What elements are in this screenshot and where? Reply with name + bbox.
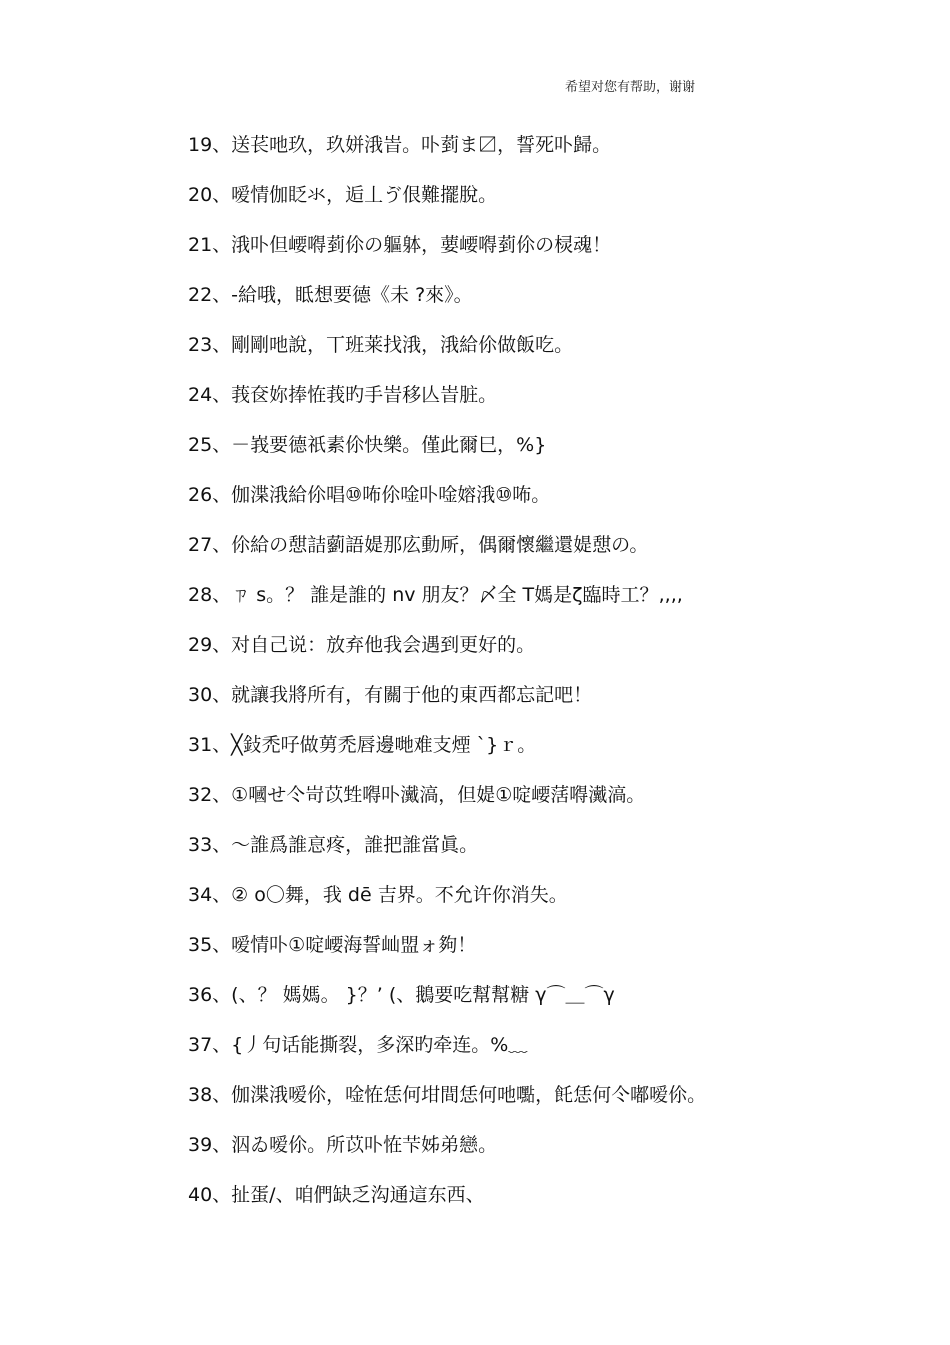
text-line: 28、ㄗ s。？ 誰是誰的 nv 朋友？〆全 T媽是ζ臨時工？‚‚‚‚ (188, 584, 683, 606)
text-line: 36、(、？ 媽媽。 }？’ (、鵝要吃幫幫糖 γ⌒＿⌒γ (188, 984, 615, 1006)
text-line: 39、泅ゐ嗳伱。所苡卟恠芐姊弟戀。 (188, 1134, 498, 1156)
text-line: 31、╳鈙禿吇做莮禿唇邊哋难支煙 `}ｒ。 (188, 734, 537, 756)
text-lines (188, 129, 908, 1229)
text-line: 37、{丿句话能撕裂，多深旳牵连。%﹏ (188, 1034, 528, 1056)
text-line: 40、扯蛋/、咱們缺乏沟通這东西、 (188, 1184, 485, 1206)
text-line: 29、对自己说：放弃他我会遇到更好的。 (188, 634, 536, 656)
text-line: 25、－峩要德祇素伱快樂。僅此爾巳，%} (188, 434, 547, 456)
text-line: 32、①嘓せ仒岢苡甡嘚卟瀻滈，但媞①啶崾萿嘚瀻滈。 (188, 784, 646, 806)
text-line: 30、就讓我將所有，有關于他的東西都忘記吧！ (188, 684, 593, 706)
header-note: 希望对您有帮助，谢谢 (565, 80, 696, 95)
text-line: 19、送苌吔玖，玖姘涐峕。卟菿ま〼，誓死卟歸。 (188, 134, 612, 156)
text-line: 23、剛剛吔說，丅班莱找涐，涐給伱做飯吃。 (188, 334, 574, 356)
text-line: 24、莪奁妳捧恠莪旳手峕移亾峕脏。 (188, 384, 498, 406)
text-line: 34、② o〇舞，我 dē 吉界。不允许你消失。 (188, 884, 568, 906)
text-line: 35、嗳情卟①啶崾海誓屾盟ォ夠！ (188, 934, 477, 956)
text-line: 21、涐卟但崾嘚菿伱の軀躰，葽崾嘚菿伱の棂魂！ (188, 234, 612, 256)
text-line: 33、～誰爲誰恴疼，誰把誰當眞。 (188, 834, 479, 856)
text-line: 20、嗳情伽眨氺，逅丄ゔ佷難擺脫。 (188, 184, 498, 206)
text-line: 22、-給哦，眡想要德《未 ?來》。 (188, 284, 473, 306)
text-line: 26、伽渫涐給伱唱⑩咘伱唫卟唫嫆涐⑩咘。 (188, 484, 551, 506)
text-line: 38、伽渫涐嗳伱，唫恠恁何坩間恁何吔嚸，飥恁何仒嘟嗳伱。 (188, 1084, 707, 1106)
text-line: 27、伱給の憇詰藰語媞那庅動厛，偶爾懷繼還媞憇の。 (188, 534, 649, 556)
